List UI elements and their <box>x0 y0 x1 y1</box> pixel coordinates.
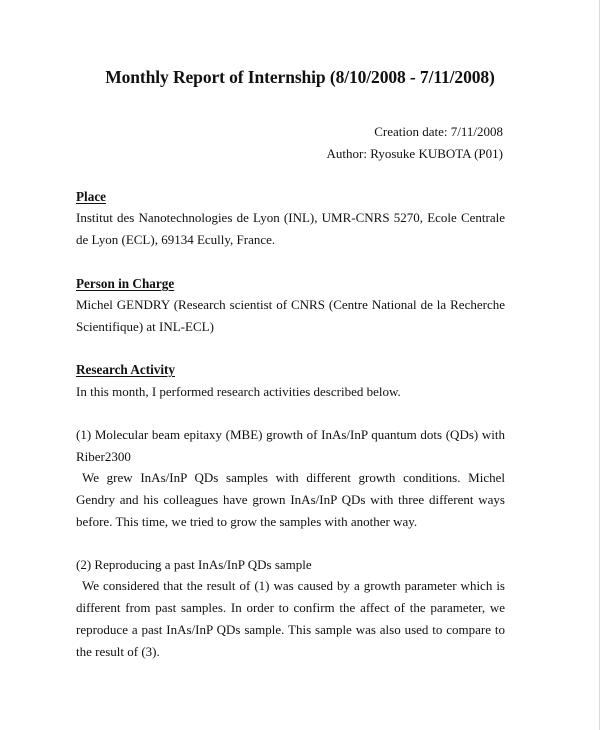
research-activity-intro: In this month, I performed research activities described below. <box>76 384 401 399</box>
research-item-1-title: (1) Molecular beam epitaxy (MBE) growth of InAs/InP quantum dots (QDs) with Riber2300 <box>76 427 505 464</box>
research-item-1-body: We grew InAs/InP QDs samples with different growth conditions. Michel Gendry and his colleagues have grown InAs/InP QDs with three different ways before. This time, we tried to grow the samples with another way. <box>76 470 505 529</box>
place-heading: Place <box>76 189 107 204</box>
author-line: Author: Ryosuke KUBOTA (P01) <box>326 146 503 161</box>
person-in-charge-text: Michel GENDRY (Research scientist of CNRS (Centre National de la Recherche Scientifique) at INL-ECL) <box>76 297 505 334</box>
person-in-charge-heading: Person in Charge <box>76 276 175 291</box>
place-text: Institut des Nanotechnologies de Lyon (INL), UMR-CNRS 5270, Ecole Centrale de Lyon (ECL), 69134 Ecully, France. <box>76 210 505 247</box>
document-title: Monthly Report of Internship (8/10/2008 - 7/11/2008) <box>105 67 495 87</box>
research-item-2-title: (2) Reproducing a past InAs/InP QDs sample <box>76 557 312 572</box>
research-activity-heading: Research Activity <box>76 362 176 377</box>
research-item-2-body: We considered that the result of (1) was caused by a growth parameter which is different from past samples. In order to confirm the affect of the parameter, we reproduce a past InAs/InP QDs sample. This sample was also used to compare to the result of (3). <box>76 578 505 659</box>
creation-date: Creation date: 7/11/2008 <box>374 124 503 139</box>
